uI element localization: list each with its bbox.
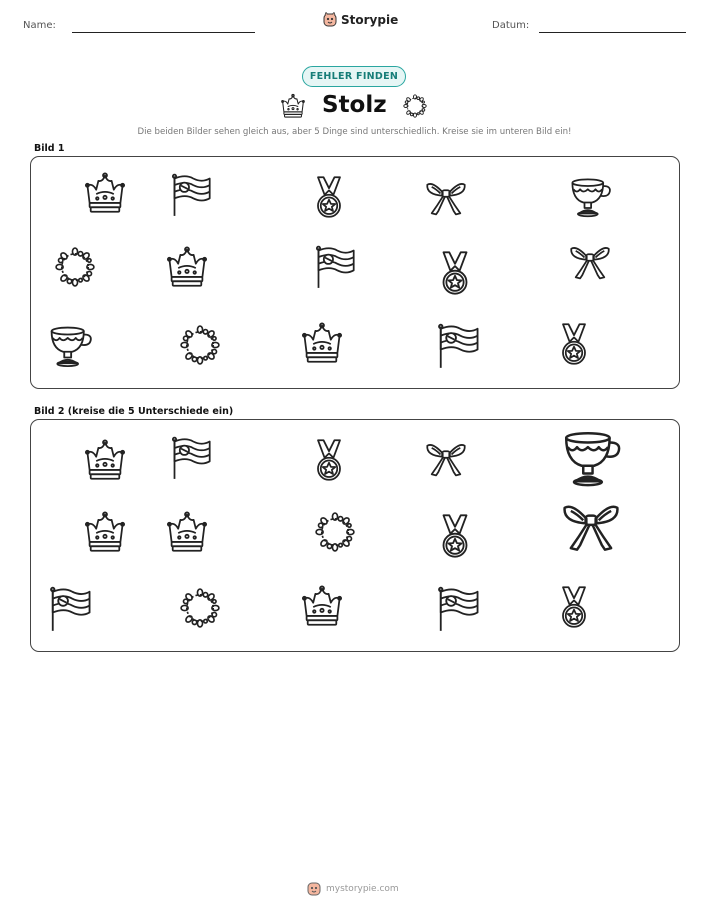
date-line[interactable] [539,32,686,33]
medal-icon [307,175,351,219]
cup-icon [568,175,612,219]
wreath-icon [178,323,222,367]
instructions: Die beiden Bilder sehen gleich aus, aber 5 Dinge sind unterschiedlich. Kreise sie im unteren Bild ein! [137,127,572,137]
title-crown-icon [280,93,306,123]
name-label: Name: [23,20,56,31]
medal-icon [552,322,596,366]
picture2-label: Bild 2 (kreise die 5 Unterschiede ein) [34,406,234,417]
picture1-panel [30,156,680,389]
crown-icon [300,321,344,365]
storypie-mascot-icon [307,881,321,896]
crown-icon[interactable] [83,510,127,554]
crown-icon[interactable] [165,510,209,554]
brand-name: Storypie [341,12,399,27]
medal-icon[interactable] [552,585,596,629]
flag-icon[interactable] [47,586,93,632]
worksheet-title: Stolz [322,92,387,118]
flag-icon[interactable] [169,436,213,480]
footer-url: mystorypie.com [326,883,399,894]
medal-icon[interactable] [307,438,351,482]
flag-icon [435,323,481,369]
crown-icon[interactable] [83,438,127,482]
bow-icon[interactable] [424,438,468,482]
bow-icon[interactable] [560,497,622,559]
medal-icon[interactable] [432,513,478,559]
flag-icon [313,245,357,289]
wreath-icon [53,245,97,289]
cup-icon[interactable] [560,427,622,489]
flag-icon[interactable] [435,586,481,632]
crown-icon [165,245,209,289]
crown-icon[interactable] [300,584,344,628]
wreath-icon[interactable] [313,510,357,554]
brand-logo [323,12,398,27]
picture2-panel[interactable] [30,419,680,652]
flag-icon [169,173,213,217]
footer [307,881,399,896]
wreath-icon[interactable] [178,586,222,630]
bow-icon [424,177,468,221]
name-line[interactable] [72,32,255,33]
storypie-mascot-icon [323,12,337,27]
medal-icon [432,250,478,296]
picture1-label: Bild 1 [34,143,65,154]
bow-icon [568,241,612,285]
cup-icon [47,323,93,369]
activity-tag: FEHLER FINDEN [302,66,406,87]
title-wreath-icon [402,93,428,123]
date-label: Datum: [492,20,530,31]
crown-icon [83,171,127,215]
